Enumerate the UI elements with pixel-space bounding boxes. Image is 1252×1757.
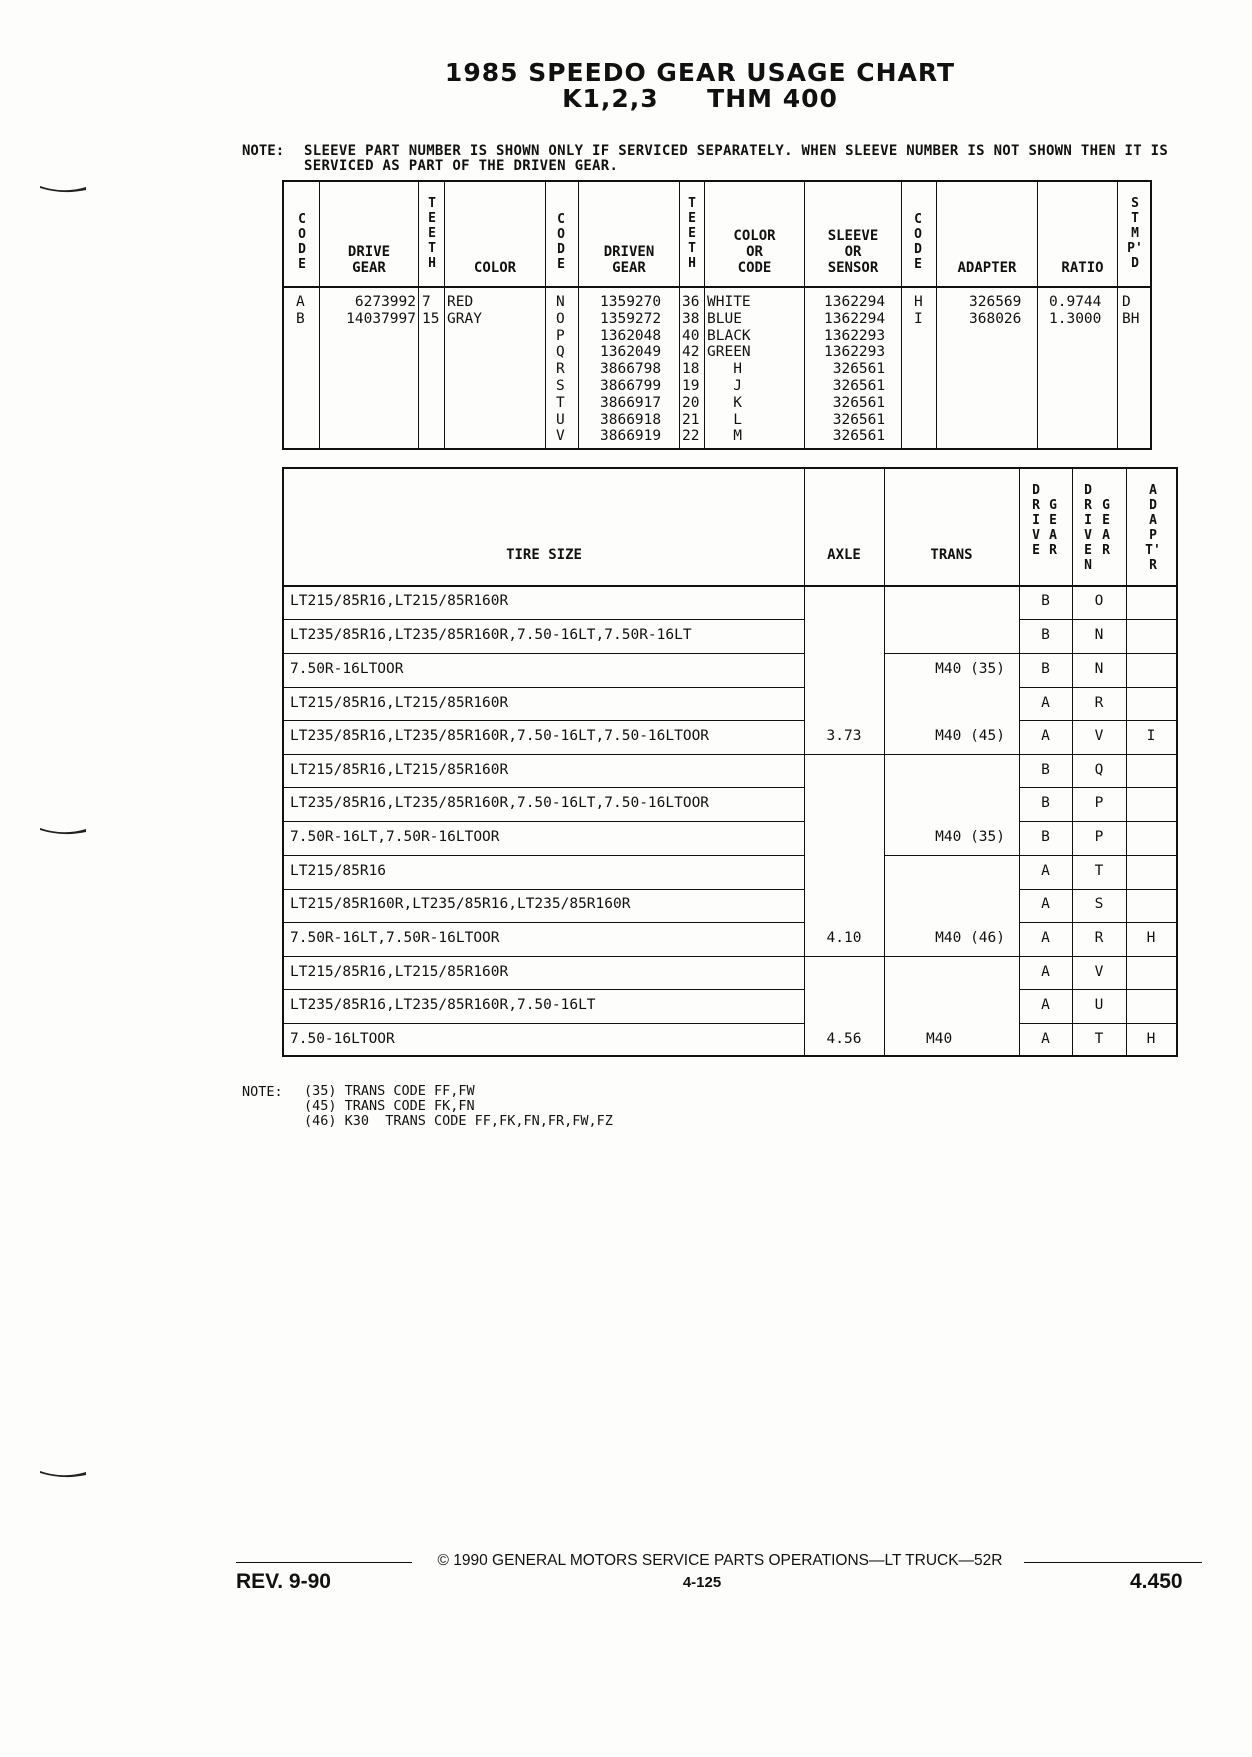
header-driven-gear: DRIVEN GEAR <box>603 244 655 276</box>
header-driven-teeth: T E E T H <box>688 196 696 271</box>
tire-size-cell: 7.50R-16LTOOR <box>290 661 404 677</box>
drive-gear-cell: B <box>1041 762 1050 778</box>
gear-table <box>282 180 1152 450</box>
adapter-column: 326569 368026 <box>969 294 1022 327</box>
drive-gear-cell: B <box>1041 661 1050 677</box>
adapter-cell: H <box>1146 930 1156 946</box>
drive-gear-cell: A <box>1041 997 1050 1013</box>
driven-color-column: WHITE BLUE BLACK GREEN H J K L M <box>707 294 751 445</box>
driven-gear-cell: N <box>1094 661 1104 677</box>
header-axle: AXLE <box>827 547 861 563</box>
drive-code-column: A B <box>296 294 305 327</box>
revision-label: REV. 9-90 <box>236 1570 331 1593</box>
binder-hole-mark <box>40 1470 86 1479</box>
header-teeth: T E E T H <box>428 196 436 271</box>
trans-cell: M40 (46) <box>935 930 1005 946</box>
header-driven-gear-a: D R I V E N <box>1084 483 1092 573</box>
driven-gear-cell: P <box>1094 829 1104 845</box>
tire-size-cell: LT215/85R16,LT215/85R160R <box>290 695 509 711</box>
tire-size-cell: LT215/85R16 <box>290 863 387 879</box>
header-color: COLOR <box>473 260 517 276</box>
header-driven-code: C O D E <box>557 212 565 272</box>
drive-teeth-column: 7 15 <box>422 294 440 327</box>
header-stamped: S T M P' D <box>1127 196 1143 271</box>
drive-gear-cell: B <box>1041 593 1050 609</box>
trans-cell: M40 (35) <box>935 661 1005 677</box>
tire-size-cell: 7.50R-16LT,7.50R-16LTOOR <box>290 930 500 946</box>
header-drive-gear-b: G E A R <box>1049 498 1057 558</box>
note-label: NOTE: <box>242 143 285 159</box>
adapter-code-column: H I <box>914 294 923 327</box>
footnotes: (35) TRANS CODE FF,FW (45) TRANS CODE FK,FN (46) K30 TRANS CODE FF,FK,FN,FR,FW,FZ <box>304 1083 613 1129</box>
drive-gear-cell: A <box>1041 964 1050 980</box>
tire-size-cell: 7.50R-16LT,7.50R-16LTOOR <box>290 829 500 845</box>
header-tire-size: TIRE SIZE <box>506 547 582 563</box>
header-adapter-code: C O D E <box>914 212 922 272</box>
axle-cell: 4.10 <box>826 930 862 946</box>
drive-gear-cell: A <box>1041 728 1050 744</box>
binder-hole-mark <box>40 185 86 194</box>
driven-teeth-column: 36 38 40 42 18 19 20 21 22 <box>682 294 700 445</box>
tire-size-cell: LT235/85R16,LT235/85R160R,7.50-16LT,7.50R-16LT <box>290 627 692 643</box>
drive-gear-cell: A <box>1041 695 1050 711</box>
tire-size-cell: LT215/85R16,LT215/85R160R <box>290 964 509 980</box>
stamped-column: D BH <box>1122 294 1140 327</box>
driven-gear-cell: R <box>1094 695 1104 711</box>
header-adapter: A D A P T' R <box>1145 483 1161 573</box>
header-ratio: RATIO <box>1061 260 1104 276</box>
driven-code-column: N O P Q R S T U V <box>556 294 565 445</box>
note-text-line1: SLEEVE PART NUMBER IS SHOWN ONLY IF SERVICED SEPARATELY. WHEN SLEEVE NUMBER IS NOT SHOWN THEN IT IS <box>304 143 1169 159</box>
sleeve-column: 1362294 1362294 1362293 1362293 326561 326561 326561 326561 326561 <box>824 294 886 445</box>
driven-gear-cell: U <box>1094 997 1104 1013</box>
driven-gear-cell: S <box>1094 896 1104 912</box>
drive-gear-cell: A <box>1041 863 1050 879</box>
header-adapter: ADAPTER <box>957 260 1017 276</box>
footer-page-number: 4-125 <box>682 1574 722 1591</box>
drive-gear-cell: B <box>1041 627 1050 643</box>
drive-gear-cell: A <box>1041 930 1050 946</box>
tire-size-cell: LT215/85R16,LT215/85R160R <box>290 762 509 778</box>
header-trans: TRANS <box>930 547 973 563</box>
adapter-cell: H <box>1146 1031 1156 1047</box>
driven-gear-cell: T <box>1094 863 1104 879</box>
tire-size-cell: LT215/85R16,LT215/85R160R <box>290 593 509 609</box>
header-driven-gear-b: G E A R <box>1102 498 1110 558</box>
binder-hole-mark <box>40 827 86 836</box>
header-drive-gear: DRIVE GEAR <box>347 244 391 276</box>
driven-gear-cell: O <box>1094 593 1104 609</box>
page-subtitle: K1,2,3 THM 400 <box>562 84 838 113</box>
drive-gear-column: 6273992 14037997 <box>346 294 416 327</box>
footnote-label: NOTE: <box>242 1084 283 1100</box>
driven-gear-cell: R <box>1094 930 1104 946</box>
driven-gear-cell: N <box>1094 627 1104 643</box>
footer-copyright: © 1990 GENERAL MOTORS SERVICE PARTS OPERATIONS—LT TRUCK—52R <box>437 1552 1003 1569</box>
driven-gear-cell: V <box>1094 964 1104 980</box>
note-text-line2: SERVICED AS PART OF THE DRIVEN GEAR. <box>304 158 619 174</box>
trans-cell: M40 (35) <box>935 829 1005 845</box>
trans-cell: M40 <box>926 1031 953 1047</box>
page-title: 1985 SPEEDO GEAR USAGE CHART <box>444 58 956 87</box>
driven-gear-cell: P <box>1094 795 1104 811</box>
header-sleeve: SLEEVE OR SENSOR <box>827 228 879 276</box>
section-number: 4.450 <box>1130 1570 1183 1593</box>
drive-gear-cell: A <box>1041 896 1050 912</box>
ratio-column: 0.9744 1.3000 <box>1049 294 1102 327</box>
tire-size-cell: LT215/85R160R,LT235/85R16,LT235/85R160R <box>290 896 631 912</box>
drive-color-column: RED GRAY <box>447 294 482 327</box>
drive-gear-cell: B <box>1041 795 1050 811</box>
axle-cell: 4.56 <box>826 1031 862 1047</box>
trans-cell: M40 (45) <box>935 728 1005 744</box>
axle-cell: 3.73 <box>826 728 862 744</box>
adapter-cell: I <box>1146 728 1156 744</box>
tire-size-cell: 7.50-16LTOOR <box>290 1031 395 1047</box>
driven-gear-cell: V <box>1094 728 1104 744</box>
driven-gear-column: 1359270 1359272 1362048 1362049 3866798 3866799 3866917 3866918 3866919 <box>600 294 662 445</box>
drive-gear-cell: A <box>1041 1031 1050 1047</box>
tire-size-cell: LT235/85R16,LT235/85R160R,7.50-16LT,7.50-16LTOOR <box>290 795 710 811</box>
tire-size-cell: LT235/85R16,LT235/85R160R,7.50-16LT,7.50-16LTOOR <box>290 728 710 744</box>
driven-gear-cell: T <box>1094 1031 1104 1047</box>
drive-gear-cell: B <box>1041 829 1050 845</box>
header-color-or-code: COLOR OR CODE <box>733 228 776 276</box>
usage-table <box>282 467 1178 1057</box>
tire-size-cell: LT235/85R16,LT235/85R160R,7.50-16LT <box>290 997 596 1013</box>
header-code: C O D E <box>298 212 306 272</box>
driven-gear-cell: Q <box>1094 762 1104 778</box>
header-drive-gear-a: D R I V E <box>1032 483 1040 558</box>
